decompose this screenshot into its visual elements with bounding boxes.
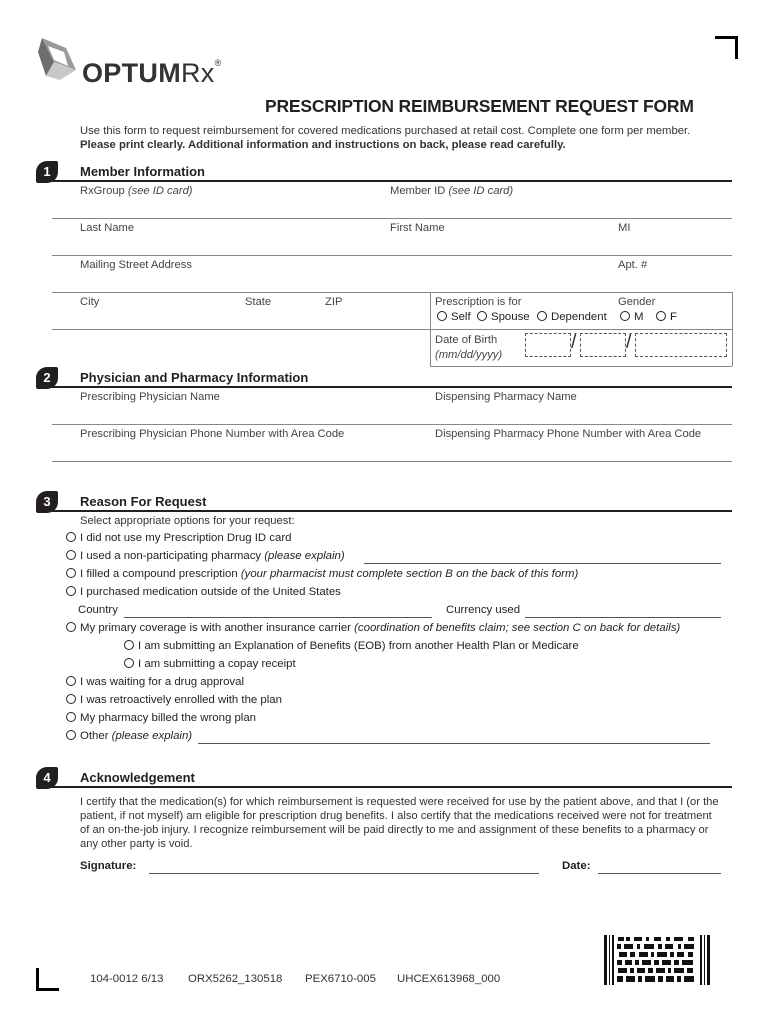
currency-field[interactable] <box>525 617 721 618</box>
rx-box-divider <box>430 329 732 330</box>
reason-no-id-card[interactable]: I did not use my Prescription Drug ID card <box>66 532 291 544</box>
reason-other[interactable]: Other (please explain) <box>66 730 192 742</box>
reason-primary-coverage[interactable]: My primary coverage is with another insurance carrier (coordination of benefits claim; see section C on back for details) <box>66 622 680 634</box>
radio-circle-icon <box>66 712 76 722</box>
reason-compound[interactable]: I filled a compound prescription (your pharmacist must complete section B on the back of this form) <box>66 568 578 580</box>
dob-day-input[interactable] <box>580 333 626 357</box>
radio-circle-icon <box>66 676 76 686</box>
other-explain-field[interactable] <box>198 743 710 744</box>
address-field[interactable] <box>52 292 732 293</box>
radio-circle-icon <box>66 730 76 740</box>
physician-name-label: Prescribing Physician Name <box>80 391 220 403</box>
form-intro: Use this form to request reimbursement for covered medications purchased at retail cost. Complete one form per member. Please print clearly. Additional information and instructions on back, please read carefully. <box>80 125 691 151</box>
reason-retroactive[interactable]: I was retroactively enrolled with the plan <box>66 694 282 706</box>
section-1-title: Member Information <box>80 164 205 179</box>
radio-circle-icon <box>620 311 630 321</box>
mi-label: MI <box>618 222 631 234</box>
footer-code-orx: ORX5262_130518 <box>188 973 283 985</box>
radio-circle-icon <box>66 586 76 596</box>
reason-intro: Select appropriate options for your request: <box>80 515 295 527</box>
signature-label: Signature: <box>80 860 137 872</box>
corner-mark-bottom-left <box>36 968 59 991</box>
section-2-number: 2 <box>36 367 58 389</box>
physician-phone-label: Prescribing Physician Phone Number with Area Code <box>80 428 345 440</box>
footer-code-pex: PEX6710-005 <box>305 973 376 985</box>
reason-drug-approval[interactable]: I was waiting for a drug approval <box>66 676 244 688</box>
radio-circle-icon <box>124 640 134 650</box>
non-participating-explain-field[interactable] <box>364 563 721 564</box>
rx-for-dependent-radio[interactable]: Dependent <box>537 311 607 323</box>
section-4-title: Acknowledgement <box>80 770 195 785</box>
zip-label: ZIP <box>325 296 343 308</box>
phone-field[interactable] <box>52 461 732 462</box>
rx-for-spouse-radio[interactable]: Spouse <box>477 311 530 323</box>
rxgroup-field[interactable] <box>52 218 732 219</box>
date-field[interactable] <box>598 873 721 874</box>
city-label: City <box>80 296 100 308</box>
reason-non-participating[interactable]: I used a non-participating pharmacy (please explain) <box>66 550 345 562</box>
gender-male-radio[interactable]: M <box>620 311 644 323</box>
dob-format-label: (mm/dd/yyyy) <box>435 349 503 361</box>
name-field[interactable] <box>52 255 732 256</box>
last-name-label: Last Name <box>80 222 135 234</box>
dob-month-input[interactable] <box>525 333 571 357</box>
pharmacy-name-label: Dispensing Pharmacy Name <box>435 391 577 403</box>
radio-circle-icon <box>437 311 447 321</box>
signature-field[interactable] <box>149 873 539 874</box>
acknowledgement-text: I certify that the medication(s) for which reimbursement is requested were received for use by the patient above, and that I (or the patient, if not myself) am eligible for prescription drug benefits. I also certify that the medications received were not for treatment of an on-the-job injury. I recognize reimbursement will be paid directly to me and assignment of these benefits to a pharmacy or any other party is void. <box>80 796 719 850</box>
date-label: Date: <box>562 860 591 872</box>
rx-box-bottom <box>430 366 732 367</box>
section-1-number: 1 <box>36 161 58 183</box>
apt-label: Apt. # <box>618 259 648 271</box>
dob-label: Date of Birth <box>435 334 498 346</box>
currency-label: Currency used <box>446 604 521 616</box>
gender-label: Gender <box>618 296 656 308</box>
reason-wrong-plan[interactable]: My pharmacy billed the wrong plan <box>66 712 256 724</box>
radio-circle-icon <box>66 550 76 560</box>
member-id-label: Member ID (see ID card) <box>390 185 514 197</box>
section-3-rule <box>52 510 732 512</box>
section-4-rule <box>52 786 732 788</box>
radio-circle-icon <box>477 311 487 321</box>
section-2-rule <box>52 386 732 388</box>
reason-outside-us[interactable]: I purchased medication outside of the United States <box>66 586 341 598</box>
dob-slash: / <box>571 331 577 353</box>
footer-code-form: 104-0012 6/13 <box>90 973 164 985</box>
footer-code-uhcex: UHCEX613968_000 <box>397 973 501 985</box>
rxgroup-label: RxGroup (see ID card) <box>80 185 193 197</box>
section-4-number: 4 <box>36 767 58 789</box>
reason-copay-receipt[interactable]: I am submitting a copay receipt <box>124 658 296 670</box>
radio-circle-icon <box>66 694 76 704</box>
country-field[interactable] <box>124 617 432 618</box>
form-title: PRESCRIPTION REIMBURSEMENT REQUEST FORM <box>265 96 694 116</box>
address-label: Mailing Street Address <box>80 259 192 271</box>
optum-logo-icon <box>36 36 80 82</box>
country-label: Country <box>78 604 118 616</box>
brand-logo: OPTUMRx® <box>82 58 222 88</box>
radio-circle-icon <box>66 532 76 542</box>
reason-eob[interactable]: I am submitting an Explanation of Benefits (EOB) from another Health Plan or Medicare <box>124 640 579 652</box>
city-field[interactable] <box>52 329 430 330</box>
state-label: State <box>245 296 272 308</box>
rx-for-label: Prescription is for <box>435 296 522 308</box>
dob-slash: / <box>626 331 632 353</box>
gender-female-radio[interactable]: F <box>656 311 677 323</box>
rx-for-self-radio[interactable]: Self <box>437 311 471 323</box>
first-name-label: First Name <box>390 222 445 234</box>
barcode-icon <box>604 935 712 985</box>
radio-circle-icon <box>656 311 666 321</box>
radio-circle-icon <box>66 568 76 578</box>
rx-box-border-right <box>732 292 733 366</box>
radio-circle-icon <box>66 622 76 632</box>
radio-circle-icon <box>124 658 134 668</box>
section-1-rule <box>52 180 732 182</box>
section-3-title: Reason For Request <box>80 494 207 509</box>
dob-year-input[interactable] <box>635 333 727 357</box>
physician-name-field[interactable] <box>52 424 732 425</box>
radio-circle-icon <box>537 311 547 321</box>
section-3-number: 3 <box>36 491 58 513</box>
section-2-title: Physician and Pharmacy Information <box>80 370 309 385</box>
pharmacy-phone-label: Dispensing Pharmacy Phone Number with Area Code <box>435 428 702 440</box>
corner-mark-top-right <box>715 36 738 59</box>
